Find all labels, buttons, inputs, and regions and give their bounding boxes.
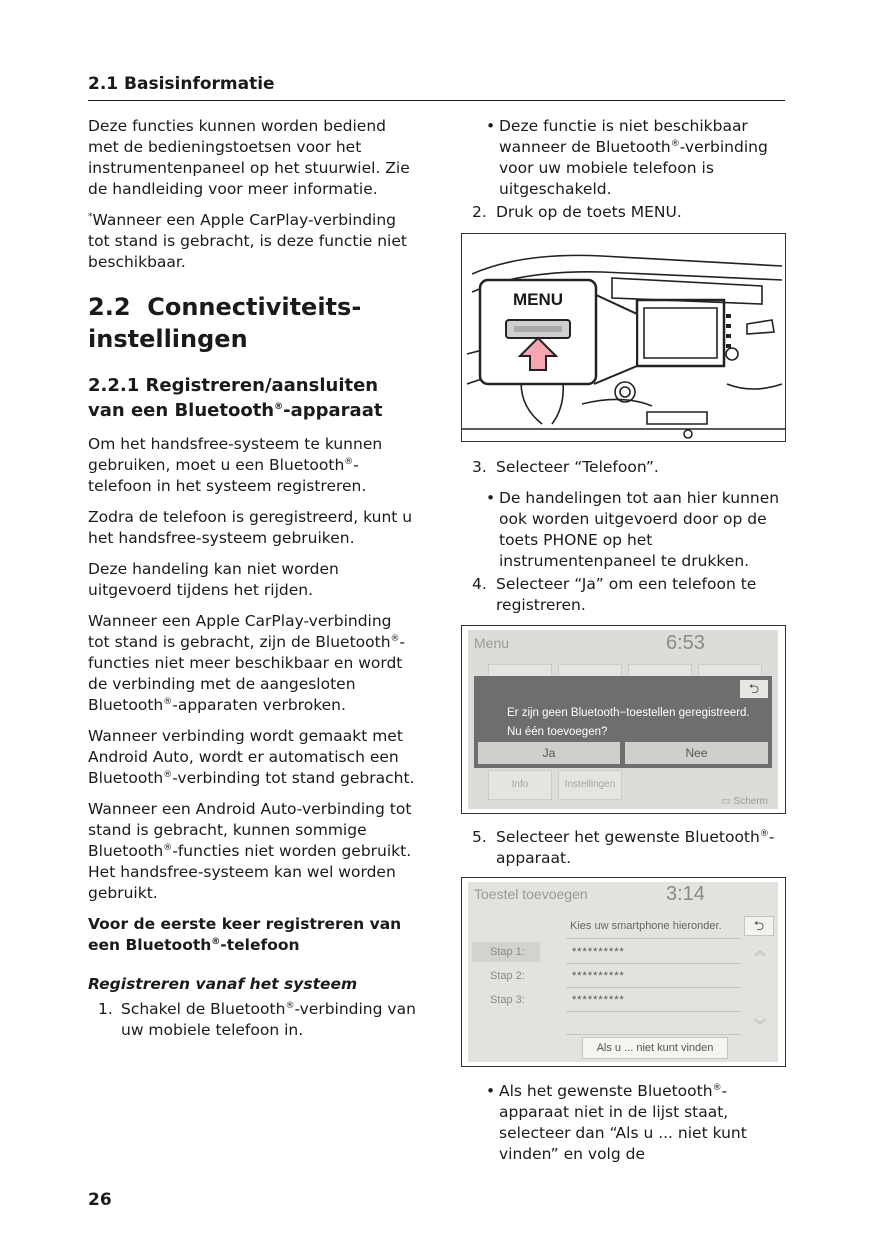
screen-title: Menu xyxy=(474,635,510,651)
back-icon[interactable]: ⮌ xyxy=(740,680,768,698)
page-number: 26 xyxy=(88,1190,112,1210)
screen-clock: 6:53 xyxy=(666,632,705,654)
bold-subheading-first-time xyxy=(88,914,418,956)
registered-mark: ® xyxy=(163,696,173,707)
paragraph-driving: Deze handeling kan niet worden uitgevoerd tijdens het rijden. xyxy=(88,560,339,599)
right-column-top xyxy=(472,116,792,223)
bullet1-text-b: -verbinding voor uw mobiele telefoon is uitgeschakeld. xyxy=(499,138,768,198)
step-1-number: 1. xyxy=(98,1000,113,1018)
step-5-text-a: Selecteer het gewenste Bluetooth xyxy=(496,828,760,846)
heading-line1: Connectiviteits- xyxy=(147,293,362,321)
paragraph-registered: Zodra de telefoon is geregistreerd, kunt u het handsfree-systeem gebruiken. xyxy=(88,508,413,547)
registered-mark: ® xyxy=(712,1082,722,1093)
dialog-message-line1: Er zijn geen Bluetooth−toestellen geregistreerd. xyxy=(507,707,750,719)
dashboard-illustration xyxy=(462,234,785,441)
paragraph-android-functions xyxy=(88,799,418,904)
menu-key-label: MENU xyxy=(512,290,564,309)
divider xyxy=(566,1034,741,1035)
row-3-value[interactable]: ********** xyxy=(572,994,625,1006)
step-5 xyxy=(472,827,792,869)
row-1-label: Stap 1: xyxy=(490,946,525,958)
step-5-number: 5. xyxy=(472,828,487,846)
step-1-text-a: Schakel de Bluetooth xyxy=(121,1000,286,1018)
step-2 xyxy=(472,202,792,223)
registered-mark: ® xyxy=(285,1000,295,1011)
bullet-phone-key: • De handelingen tot aan hier kunnen ook worden uitgevoerd door op de toets PHONE op het instrumentenpaneel te drukken. xyxy=(472,488,792,572)
step-3-text: Selecteer “Telefoon”. xyxy=(496,458,659,476)
paragraph-footnote xyxy=(88,210,418,273)
paragraph-handsfree xyxy=(88,434,418,497)
step-3-number: 3. xyxy=(472,458,487,476)
step-4-number: 4. xyxy=(472,575,487,593)
bold-text-b: -telefoon xyxy=(220,936,300,954)
bold-text-a: Voor de eerste keer registreren van een Bluetooth xyxy=(88,915,402,954)
registered-mark: ® xyxy=(211,936,221,947)
paragraph-android-auto xyxy=(88,726,418,789)
bluetooth-dialog xyxy=(474,676,772,768)
step-4-text: Selecteer “Ja” om een telefoon te registreren. xyxy=(496,575,757,614)
registered-mark: ® xyxy=(390,633,400,644)
row-2-label: Stap 2: xyxy=(490,970,525,982)
p3-text-a: Om het handsfree-systeem te kunnen gebruiken, moet u een Bluetooth xyxy=(88,435,383,474)
yes-button[interactable]: Ja xyxy=(478,742,620,764)
tile-settings[interactable]: Instellingen xyxy=(558,770,622,800)
section-header: 2.1 Basisinformatie xyxy=(88,74,275,94)
p6-text-c: -apparaten verbroken. xyxy=(172,696,346,714)
subheading-register xyxy=(88,373,418,423)
step-2-number: 2. xyxy=(472,203,487,221)
screen-add-device xyxy=(468,882,778,1062)
left-column xyxy=(88,116,418,1041)
hint-text: Kies uw smartphone hieronder. xyxy=(570,920,722,932)
registered-mark: ® xyxy=(274,402,284,412)
right-column-bottom xyxy=(472,1081,792,1165)
screen-icon: ▭ xyxy=(721,796,731,807)
bullet1-text-a: Deze functie is niet beschikbaar wanneer de Bluetooth xyxy=(499,117,748,156)
p7-text-a: Wanneer verbinding wordt gemaakt met Android Auto, wordt er automatisch een Bluetooth xyxy=(88,727,403,787)
dialog-message-line2: Nu één toevoegen? xyxy=(507,726,608,738)
step-4 xyxy=(472,574,792,616)
bullet-not-in-list xyxy=(472,1081,792,1165)
right-column-middle xyxy=(472,457,792,616)
back-icon[interactable]: ⮌ xyxy=(744,916,774,936)
figure-dashboard xyxy=(461,233,786,442)
header-rule xyxy=(88,100,785,101)
paragraph-carplay xyxy=(88,611,418,716)
scroll-down-icon[interactable]: ︾ xyxy=(753,1018,766,1032)
divider xyxy=(566,963,741,964)
p6-text-b: -functies niet meer beschikbaar en wordt de verbinding met de aangesloten Bluetooth xyxy=(88,633,406,714)
bullet3-text-a: Als het gewenste Bluetooth xyxy=(499,1082,713,1100)
registered-mark: ® xyxy=(163,842,173,853)
row-2-value[interactable]: ********** xyxy=(572,970,625,982)
screen-title: Toestel toevoegen xyxy=(474,886,588,902)
paragraph-functions: Deze functies kunnen worden bediend met de bedieningstoetsen voor het instrumentenpaneel op het stuurwiel. Zie de handleiding voor meer informatie. xyxy=(88,117,410,198)
no-button[interactable]: Nee xyxy=(625,742,768,764)
step-2-text: Druk op de toets MENU. xyxy=(496,203,682,221)
registered-mark: ® xyxy=(670,138,680,149)
screen-button-label: Scherm xyxy=(733,796,768,807)
heading-number: 2.2 xyxy=(88,293,131,321)
registered-mark: ® xyxy=(163,769,173,780)
screen-button[interactable] xyxy=(721,796,768,807)
registered-mark: ® xyxy=(344,456,354,467)
p7-text-b: -verbinding tot stand gebracht. xyxy=(172,769,415,787)
right-column-step5 xyxy=(472,827,792,869)
step-1-text-b: -verbinding van uw mobiele telefoon in. xyxy=(121,1000,416,1039)
step-1 xyxy=(88,999,418,1041)
footnote-star: * xyxy=(88,211,93,222)
figure-screen-menu xyxy=(461,625,786,814)
subheading-text-a: 2.2.1 Registreren/aansluiten van een Bluetooth xyxy=(88,375,379,421)
bullet3-text-b: -apparaat niet in de lijst staat, selecteer dan “Als u ... niet kunt vinden” en volg de xyxy=(499,1082,747,1163)
divider xyxy=(566,1011,741,1012)
divider xyxy=(566,987,741,988)
p8-text-b: -functies niet worden gebruikt. Het handsfree-systeem kan wel worden gebruikt. xyxy=(88,842,412,902)
not-found-button[interactable]: Als u ... niet kunt vinden xyxy=(582,1037,728,1059)
step-3 xyxy=(472,457,792,478)
row-1-value[interactable]: ********** xyxy=(572,946,625,958)
bullet-not-available xyxy=(472,116,792,200)
screen-menu xyxy=(468,630,778,809)
screen-clock: 3:14 xyxy=(666,883,705,905)
tile-info[interactable]: Info xyxy=(488,770,552,800)
step-5-text-b: -apparaat. xyxy=(496,828,775,867)
figure-screen-add-device xyxy=(461,877,786,1067)
scroll-up-icon[interactable]: ︽ xyxy=(753,944,766,958)
p6-text-a: Wanneer een Apple CarPlay-verbinding tot stand is gebracht, zijn de Bluetooth xyxy=(88,612,392,651)
divider xyxy=(566,938,741,939)
subheading-text-b: -apparaat xyxy=(283,400,383,421)
p8-text-a: Wanneer een Android Auto-verbinding tot stand is gebracht, kunnen sommige Bluetooth xyxy=(88,800,412,860)
italic-subheading-system: Registreren vanaf het systeem xyxy=(88,975,358,993)
heading-line2: instellingen xyxy=(88,325,248,353)
row-3-label: Stap 3: xyxy=(490,994,525,1006)
footnote-text: Wanneer een Apple CarPlay-verbinding tot stand is gebracht, is deze functie niet beschikbaar. xyxy=(88,211,407,271)
p3-text-b: -telefoon in het systeem registreren. xyxy=(88,456,367,495)
registered-mark: ® xyxy=(759,828,769,839)
heading-connectivity xyxy=(88,291,418,355)
